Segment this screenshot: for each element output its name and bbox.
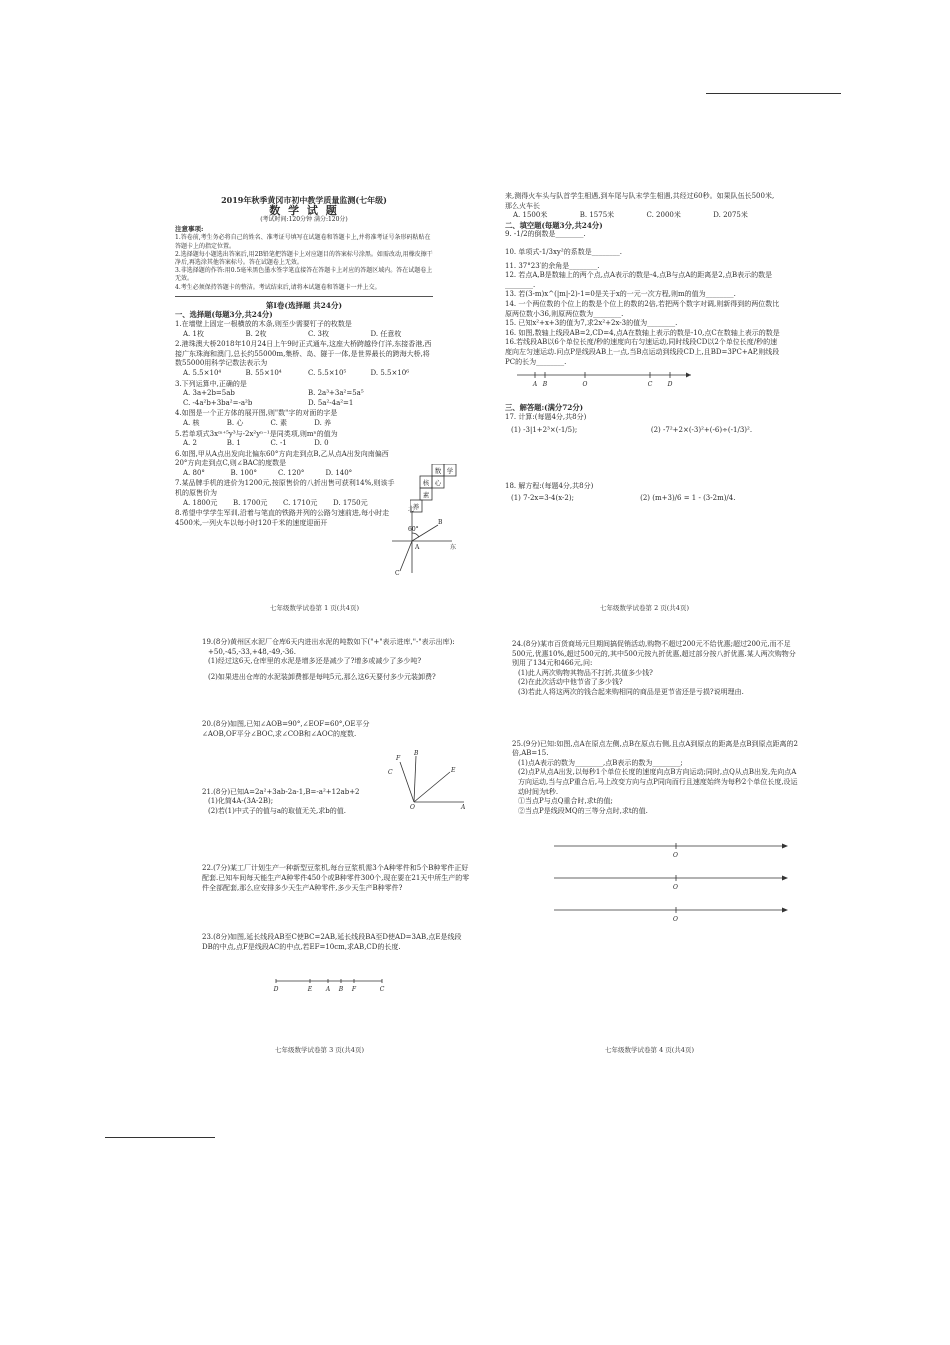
option: D. 养: [314, 418, 332, 427]
option: C. -4a²b+3ba²=-a²b: [183, 398, 253, 407]
page-footer: 七年级数学试卷第 1 页(共4页): [270, 603, 359, 612]
point-label: D: [273, 986, 279, 993]
question-21: 21.(8分)已知A=2a²+3ab-2a-1,B=-a²+12ab+2: [202, 787, 360, 796]
q17-part: (2) -7²+2×(-3)²+(-6)÷(-1/3)².: [650, 426, 753, 435]
option: B. 1700元: [233, 498, 268, 507]
question-7: [175, 479, 400, 508]
fill-question: 16. 如图,数轴上线段AB=2,CD=4,点A在数轴上表示的数是-10,点C在数轴上表示的数是16.若线段AB以6个单位长度/秒的速度向右匀速运动,同时线段CD以2个单位长度/秒的速度向左匀速运动.问点P是线段AB上一点,当B点运动到线段CD上,且BD=3PC+AP,则线段PC的长为________.: [505, 328, 780, 366]
point-label: D: [667, 381, 673, 389]
option: C. 1710元: [283, 498, 318, 507]
q24-part: (1)此人两次购物其物品不打折,共值多少钱?: [518, 668, 653, 677]
origin-label: O: [673, 916, 678, 923]
number-line-2: [552, 872, 792, 892]
q25-part: ①当点P与点Q重合时,求t的值;: [518, 797, 613, 806]
section-heading: 一、选择题(每题3分,共24分): [175, 310, 273, 320]
page-footer: 七年级数学试卷第 4 页(共4页): [605, 1045, 694, 1054]
question-25: 25.(9分)已知:如图,点A在原点左侧,点B在原点右侧,且点A到原点的距离是点B到原点距离的2倍,AB=15.: [512, 739, 798, 758]
option: A. 3a+2b=5ab: [183, 389, 235, 398]
option: D. 任意枚: [370, 329, 402, 338]
question-2: [175, 340, 433, 378]
option: D. 0: [314, 439, 329, 448]
ray-label: A: [461, 804, 466, 810]
q18-part: (1) 7-2x=3-4(x-2);: [511, 494, 574, 503]
question-3: [175, 380, 433, 409]
question-23: 23.(8分)如图,延长线段AB至C使BC=2AB,延长线段BA至D使AD=3AB,点E是线段DB的中点,点F是线段AC的中点,若EF=10cm,求AB,CD的长度.: [202, 933, 462, 951]
cube-cell-label: 素: [422, 491, 430, 499]
number-line-figure: [515, 369, 695, 391]
page-footer: 七年级数学试卷第 3 页(共4页): [275, 1045, 364, 1054]
option: B. 100°: [230, 468, 257, 477]
note-item: 1.答卷前,考生务必将自己的姓名、准考证号填写在试题卷和答题卡上,并将准考证号条形码粘贴在答题卡上的指定位置。: [175, 234, 431, 250]
ray-label: C: [388, 769, 393, 776]
note-item: 3.非选择题的作答:用0.5毫米黑色墨水签字笔直接答在答题卡上对应的答题区域内。答在试题卷上无效。: [175, 267, 433, 283]
fill-question: 15. 已知x²+x+3的值为7,求2x²+2x-3的值为________.: [505, 319, 678, 328]
ray-label: E: [451, 767, 456, 774]
q24-part: (3)若此人将这两次的钱合起来购相同的商品是更节省还是亏损?说明理由.: [518, 687, 744, 696]
fill-question: 14. 一个两位数的个位上的数是个位上的数的2倍,若把两个数字对调,则新得到的两位数比原两位数小36,则原两位数为________.: [505, 299, 780, 318]
option: B. 心: [226, 418, 244, 427]
page-4: [512, 640, 802, 816]
question-8: [175, 509, 400, 528]
compass-figure: [388, 505, 458, 577]
point-label: A: [532, 381, 538, 389]
exam-subtitle: 数 学 试 题: [269, 203, 339, 217]
point-label: O: [582, 381, 588, 389]
question-24: 24.(8分)某市百货商场元旦期间搞促销活动,购物不超过200元不给优惠;超过200元,而不足500元,优惠10%,超过500元的,其中500元按九折优惠,超过部分按八折优惠.某人两次购物分别用了134元和466元,问:: [512, 640, 796, 668]
page-1: [175, 196, 433, 529]
exam-title: 2019年秋季黄冈市初中教学质量监测(七年级): [221, 195, 387, 205]
q25-part: ②当点P是线段MQ的三等分点时,求t的值.: [518, 806, 648, 815]
east-label: 东: [450, 544, 457, 551]
note-item: 2.选择题每小题选出答案后,用2B铅笔把答题卡上对应题目的答案标号涂黑。如需改动,用橡皮擦干净后,再选涂其他答案标号。答在试题卷上无效。: [175, 250, 433, 266]
ray-label: B: [414, 750, 419, 757]
point-label: C: [647, 381, 653, 389]
fill-question: 12. 若点A,B是数轴上的两个点,点A表示的数是-4,点B与点A的距离是2,点B表示的数是________.: [505, 271, 773, 289]
q17-part: (1) -3|1+2³×(-1/5);: [511, 426, 578, 435]
option: A. 5.5×10⁴: [183, 368, 222, 377]
point-label: B: [542, 381, 548, 389]
point-label: A: [325, 986, 331, 993]
section-heading: 三、解答题:(满分72分): [505, 403, 584, 413]
question-text: 4.如图是一个正方体的展开图,则"数"字的对面的字是: [175, 409, 338, 418]
question-text: 5.若单项式3xᵐ⁺⁵y³与-2x²yⁿ⁻¹是同类项,则mⁿ的值为: [175, 429, 338, 438]
option: C. 5.5×10⁵: [308, 368, 347, 377]
point-label: B: [438, 519, 443, 526]
scan-mark-bottom: [105, 1137, 215, 1138]
option: D. 5a²-4a²=1: [308, 398, 354, 407]
option: A. 1500米: [513, 211, 548, 220]
q19-part: (2)如果进出仓库的水泥装卸费都是每吨5元,那么这6天要付多少元装卸费?: [208, 672, 436, 681]
option: B. 2枚: [245, 329, 267, 338]
number-line-3: [552, 904, 792, 924]
q19-part: (1)经过这6天,仓库里的水泥是增多还是减少了?增多或减少了多少吨?: [208, 657, 422, 666]
question-text: 2.港珠澳大桥2018年10月24日上午9时正式通车,这座大桥跨越伶仃洋,东接香港,西接广东珠海和澳门,总长约55000m,集桥、岛、隧于一体,是世界最长的跨海大桥,将数55000用科学记数法表示为: [175, 340, 432, 368]
origin-label: O: [673, 852, 678, 859]
cube-cell-label: 数: [434, 467, 442, 475]
part-heading: 第Ⅰ卷(选择题 共24分): [265, 300, 343, 310]
q19-data: +50,-45,-33,+48,-49,-36.: [208, 647, 296, 656]
ray-label: F: [396, 755, 401, 762]
fill-question: 13. 若(3-m)x^(|m|-2)-1=0是关于x的一元一次方程,则m的值为________.: [505, 290, 736, 299]
cube-cell-label: 心: [434, 479, 442, 487]
note-item: 4.考生必须保持答题卡的整洁。考试结束后,请将本试题卷和答题卡一并上交。: [175, 283, 381, 291]
section-heading: 二、填空题(每题3分,共24分): [505, 220, 603, 230]
origin-label: O: [673, 884, 678, 891]
ray-label: O: [410, 804, 415, 810]
q25-part: (2)点P从点A出发,以每秒1个单位长度的速度向点B方向运动;同时,点Q从点B出发,先向点A方向运动,当与点P重合后,马上改变方向与点P同向而行且速度始终为每秒2个单位长度,设运动时间为t秒.: [518, 768, 798, 796]
scan-mark-top: [706, 93, 841, 94]
point-label: B: [338, 986, 344, 993]
option: C. 3枚: [308, 329, 330, 338]
option: C. -1: [270, 439, 287, 448]
option: C. 120°: [278, 468, 305, 477]
option: D. 1750元: [333, 498, 368, 507]
fill-question: 10. 单项式-1/3xy²的系数是________.: [505, 247, 622, 256]
question-1: [175, 320, 433, 339]
point-label: E: [307, 986, 313, 993]
cube-cell-label: 学: [446, 467, 454, 475]
segment-figure: [270, 976, 390, 994]
q25-part: (1)点A表示的数为________,点B表示的数为________;: [518, 758, 683, 767]
fill-question: 11. 37°23′的余角是________.: [505, 261, 600, 270]
question-text: 7.某品牌手机的进价为1200元,按原售价的八折出售可获利14%,则该手机的原售价为: [175, 479, 395, 498]
fill-question: 9. -1/2的倒数是________.: [505, 230, 586, 239]
question-20: 20.(8分)如图,已知∠AOB=90°,∠EOF=60°,OE平分∠AOB,OF平分∠BOC,求∠COB和∠AOC的度数.: [202, 720, 370, 738]
question-8-continued: 来,测得火车头与队首学生相遇,到车尾与队末学生相遇,共经过60秒。如果队伍长500米,那么火车长: [505, 192, 775, 210]
question-18: 18. 解方程:(每题4分,共8分): [505, 481, 594, 490]
notes-heading: 注意事项:: [175, 224, 204, 233]
question-text: 8.希望中学学生军训,沿着与笔直的铁路并列的公路匀速前进,每小时走4500米,一列火车以每小时120千米的速度迎面开: [175, 509, 390, 527]
page-footer: 七年级数学试卷第 2 页(共4页): [600, 603, 689, 612]
point-label: A: [415, 544, 420, 551]
q21-part: (1)化简4A-(3A-2B);: [208, 797, 274, 806]
point-label: C: [395, 570, 400, 577]
question-8-options: [513, 211, 780, 221]
cube-cell-label: 养: [412, 503, 420, 511]
option: B. 1575米: [579, 211, 615, 220]
question-5: [175, 430, 400, 449]
angle-figure: [388, 750, 468, 810]
option: B. 2a³+3a²=5a⁵: [308, 389, 364, 398]
exam-meta: (考试时间:120分钟 满分:120分): [260, 216, 348, 224]
option: A. 2: [183, 439, 197, 448]
question-text: 6.如图,甲从A点出发向北偏东60°方向走到点B,乙从点A出发向南偏西20°方向走到点C,则∠BAC的度数是: [175, 449, 389, 468]
option: D. 5.5×10⁶: [370, 368, 410, 377]
question-6: [175, 450, 400, 479]
angle-label: 60°: [408, 526, 419, 533]
point-label: F: [351, 986, 357, 993]
question-19: 19.(8分)黄州区水泥厂仓库6天内进出水泥的吨数如下("+"表示进库,"-"表示出库):: [202, 638, 455, 646]
question-22: 22.(7分)某工厂计划生产一种新型豆浆机,每台豆浆机需3个A种零件和5个B种零件正好配套.已知车间每天能生产A种零件450个或B种零件300个,现在要在21天中所生产的零件全部配套,那么应安排多少天生产A种零件,多少天生产B种零件?: [202, 864, 470, 892]
number-line-1: [552, 840, 792, 860]
point-label: C: [379, 986, 385, 993]
q18-part: (2) (m+3)/6 = 1 - (3-2m)/4.: [640, 494, 736, 503]
north-label: 北: [408, 506, 415, 513]
question-4: [175, 409, 405, 428]
option: D. 2075米: [713, 211, 748, 220]
page-2: [505, 192, 780, 504]
option: A. 1800元: [183, 498, 218, 507]
cube-cell-label: 核: [422, 479, 430, 487]
option: B. 55×10⁴: [245, 368, 282, 377]
option: C. 2000米: [646, 211, 681, 220]
q24-part: (2)在此次活动中他节省了多少钱?: [518, 678, 623, 687]
option: A. 80°: [183, 468, 205, 477]
option: A. 1枚: [183, 329, 204, 338]
question-text: 1.在墙壁上固定一根横放的木条,则至少需要钉子的枚数是: [175, 319, 352, 328]
option: D. 140°: [325, 468, 353, 477]
option: B. 1: [226, 439, 241, 448]
option: A. 核: [183, 418, 200, 427]
divider: [175, 296, 433, 297]
question-17: 17. 计算:(每题4分,共8分): [505, 412, 587, 421]
q21-part: (2)若(1)中式子的值与a的取值无关,求b的值.: [208, 806, 346, 815]
option: C. 素: [270, 418, 288, 427]
question-text: 3.下列运算中,正确的是: [175, 379, 247, 388]
